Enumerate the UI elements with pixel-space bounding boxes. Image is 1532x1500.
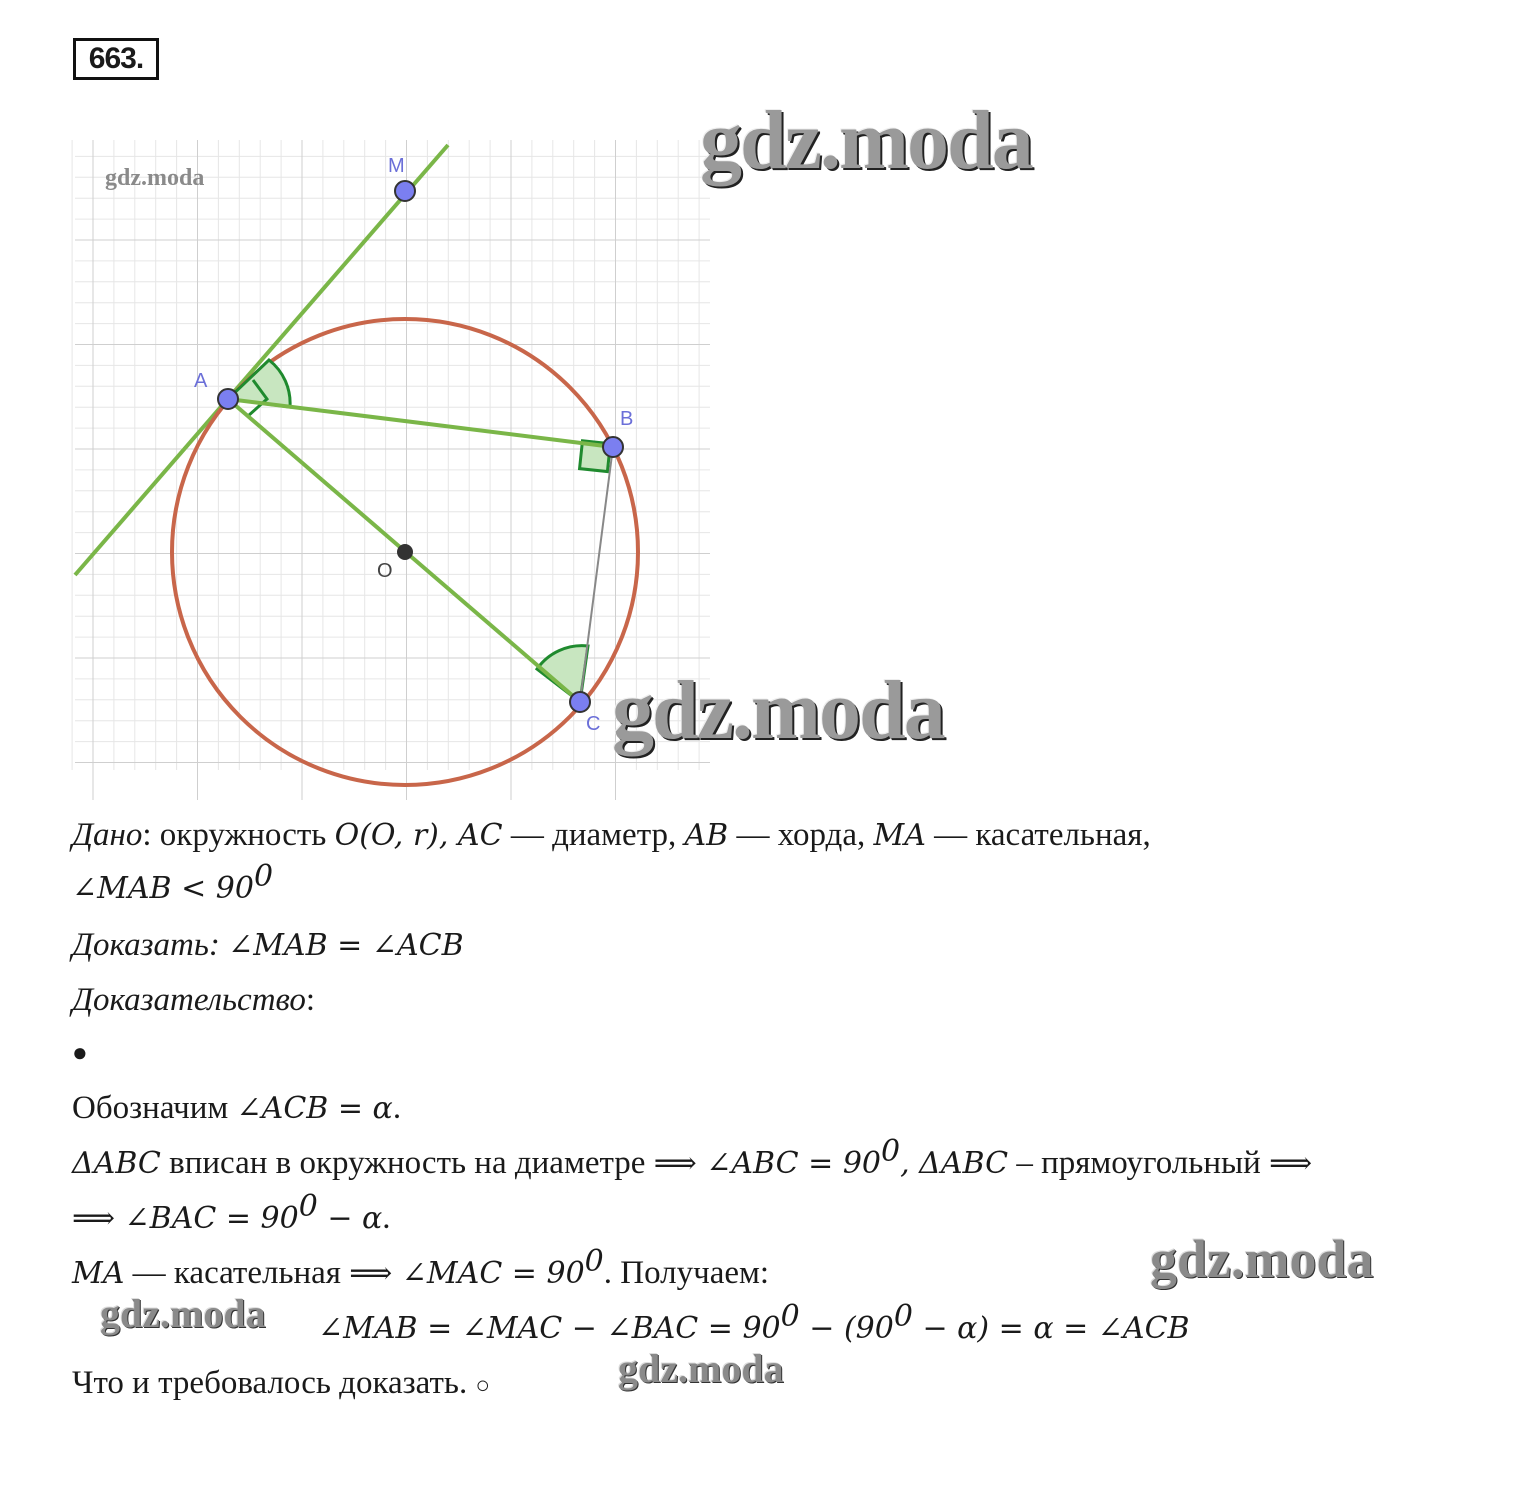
qed-line: Что и требовалось доказать. ○ <box>72 1365 490 1401</box>
step-3: ⟹ ∠BAC = $90^0 - \alpha$. <box>72 1189 391 1236</box>
given-label: Дано <box>72 817 143 853</box>
label-o: O <box>377 560 393 582</box>
given-line-2: ∠MAB < $90^0$ <box>72 859 274 906</box>
qed-mark: ○ <box>475 1373 490 1399</box>
watermark-left: gdz.moda <box>100 1291 266 1336</box>
step-4: MA — касательная ⟹ ∠MAC = $90^0$. Получаем: <box>72 1244 770 1291</box>
watermark-middle: gdz.moda <box>612 664 944 757</box>
point-c <box>570 692 590 712</box>
step-2: ΔABC вписан в окружность на диаметре ⟹ ∠ABC = $90^0$, ΔABC – прямоугольный ⟹ <box>72 1134 1313 1181</box>
chord-ab <box>228 399 613 447</box>
tangent-line-ma <box>75 145 448 575</box>
step-1: Обозначим ∠ACB = α. <box>72 1090 402 1126</box>
label-m: M <box>388 155 405 177</box>
point-o <box>397 544 413 560</box>
label-c: C <box>586 713 601 735</box>
step-5: ∠MAB = ∠MAC − ∠BAC = $90^0 - (90^0 - \alpha) = \alpha$ = ∠ACB <box>318 1299 1190 1346</box>
problem-number: 663. <box>73 38 159 80</box>
watermark-top: gdz.moda <box>700 94 1032 187</box>
prove-line: Доказать: ∠MAB = ∠ACB <box>72 927 464 963</box>
point-m <box>395 181 415 201</box>
prove-label: Доказать: <box>72 927 229 963</box>
bullet: ● <box>72 1038 88 1067</box>
label-b: B <box>620 408 634 430</box>
figure-watermark: gdz.moda <box>105 165 205 191</box>
given-line-1: Дано: окружность O(O, r), AC — диаметр, AB — хорда, MA — касательная, <box>72 817 1151 853</box>
point-a <box>218 389 238 409</box>
watermark-bottom: gdz.moda <box>618 1346 784 1391</box>
watermark-right: gdz.moda <box>1150 1229 1374 1289</box>
proof-heading: Доказательство: <box>72 982 316 1018</box>
point-b <box>603 437 623 457</box>
label-a: A <box>194 370 208 392</box>
